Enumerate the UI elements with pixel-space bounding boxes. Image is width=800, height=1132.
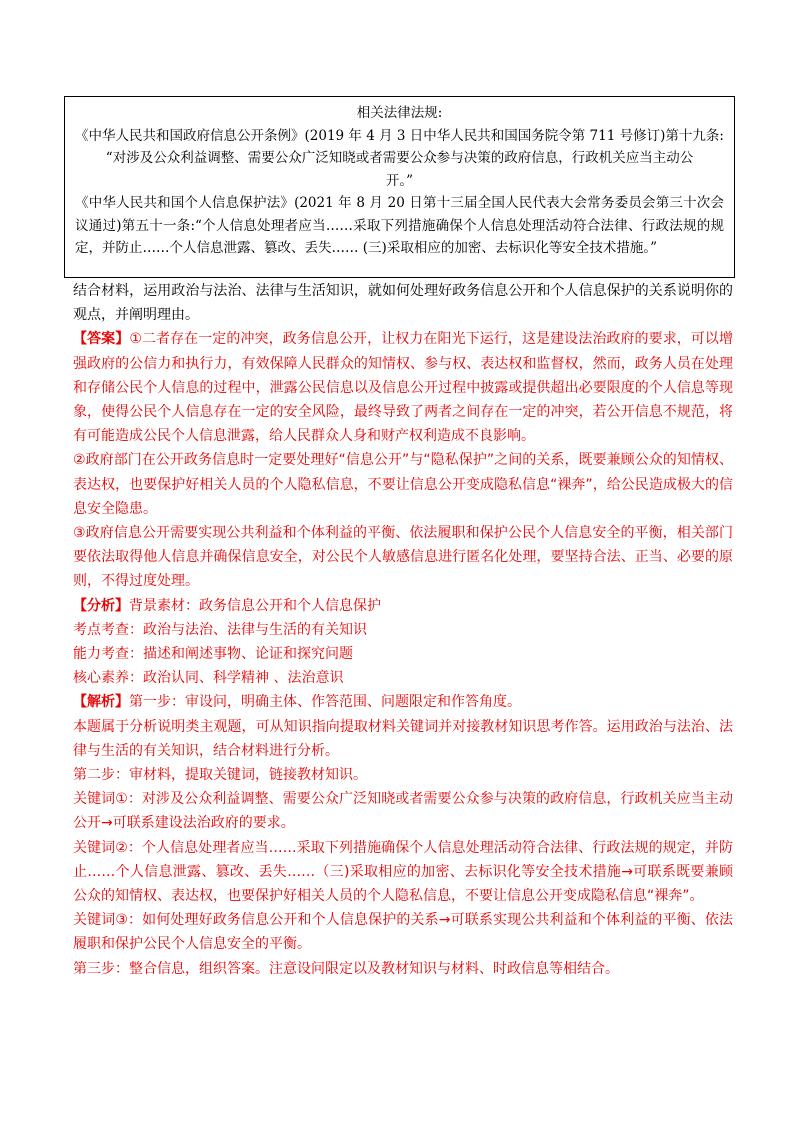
regulation-2-text: 《中华人民共和国个人信息保护法》(2021 年 8 月 20 日第十三届全国人民代表大会常务委员会第三十次会议通过)第五十一条:“个人信息处理者应当……采取下列措施确保个人信息处理活动符合法律、行政法规的规定，并防止……个人信息泄露、篡改、丢失…… (三)采取相应的加密、去标识化等安全技术措施。” xyxy=(75,195,724,256)
explanation-step-1 xyxy=(73,690,733,714)
explanation-step-2: 第二步：审材料，提取关键词，链接教材知识。 xyxy=(73,767,367,784)
answer-tag: 【答案】 xyxy=(73,331,130,348)
analysis-line-3: 能力考查：描述和阐述事物、论证和探究问题 xyxy=(73,646,353,663)
analysis-line-4: 核心素养：政治认同、科学精神 、法治意识 xyxy=(73,670,344,687)
regulation-1-quote-line-b: 开。” xyxy=(385,172,414,189)
regulation-1-quote xyxy=(75,147,724,192)
answer-point-1: ①二者存在一定的冲突，政务信息公开，让权力在阳光下运行，这是建设法治政府的要求，可以增强政府的公信力和执行力，有效保障人民群众的知情权、参与权、表达权和监督权，然而，政务人员在处理和存储公民个人信息的过程中，泄露公民信息以及信息公开过程中披露或提供超出必要限度的个人信息等现象，使得公民个人信息存在一定的安全风险，最终导致了两者之间存在一定的冲突，若公开信息不规范，将有可能造成公民个人信息泄露，给人民群众人身和财产权利造成不良影响。 xyxy=(73,331,733,445)
analysis-background: 背景素材：政务信息公开和个人信息保护 xyxy=(129,597,381,614)
law-box-title: 相关法律法规: xyxy=(356,105,443,121)
answer-paragraph-2: ②政府部门在公开政务信息时一定要处理好“信息公开”与“隐私保护”之间的关系，既要兼顾公众的知情权、表达权，也要保护好相关人员的个人隐私信息，不要让信息公开变成隐私信息“裸奔”，给公民造成极大的信息安全隐患。 xyxy=(73,452,733,517)
question-text: 结合材料，运用政治与法治、法律与生活知识，就如何处理好政务信息公开和个人信息保护的关系说明你的观点，并阐明理由。 xyxy=(73,283,733,324)
regulation-1-quote-line-a: “对涉及公众利益调整、需要公众广泛知晓或者需要公众参与决策的政府信息，行政机关应当主动公 xyxy=(105,150,694,166)
explanation-step-1-body: 本题属于分析说明类主观题，可从知识指向提取材料关键词并对接教材知识思考作答。运用政治与法治、法律与生活的有关知识，结合材料进行分析。 xyxy=(73,718,733,759)
explanation-step-3: 第三步：整合信息，组织答案。注意设问限定以及教材知识与材料、时政信息等相结合。 xyxy=(73,960,619,977)
regulation-1-citation: 《中华人民共和国政府信息公开条例》(2019 年 4 月 3 日中华人民共和国国务院令第 711 号修订)第十九条: xyxy=(75,127,724,144)
keyword-3: 关键词③：如何处理好政务信息公开和个人信息保护的关系→可联系实现公共利益和个体利益的平衡、依法履职和保护公民个人信息安全的平衡。 xyxy=(73,912,733,953)
answer-paragraph-1 xyxy=(73,327,733,448)
analysis-line-2: 考点考查：政治与法治、法律与生活的有关知识 xyxy=(73,621,367,638)
analysis-tag: 【分析】 xyxy=(73,597,129,614)
analysis-line-1 xyxy=(73,594,733,618)
keyword-1: 关键词①：对涉及公众利益调整、需要公众广泛知晓或者需要公众参与决策的政府信息，行政机关应当主动公开→可联系建设法治政府的要求。 xyxy=(73,791,733,832)
related-laws-box xyxy=(64,96,735,278)
keyword-2: 关键词②：个人信息处理者应当……采取下列措施确保个人信息处理活动符合法律、行政法规的规定，并防止……个人信息泄露、篡改、丢失……（三)采取相应的加密、去标识化等安全技术措施→可联系既要兼顾公众的知情权、表达权，也要保护好相关人员的个人隐私信息，不要让信息公开变成隐私信息“裸奔”。 xyxy=(73,839,733,905)
question-answer-body xyxy=(73,279,733,981)
explanation-step-1-text: 第一步：审设问，明确主体、作答范围、问题限定和作答角度。 xyxy=(129,694,521,711)
answer-paragraph-3: ③政府信息公开需要实现公共利益和个体利益的平衡、依法履职和保护公民个人信息安全的平衡，相关部门要依法取得他人信息并确保信息安全，对公民个人敏感信息进行匿名化处理，要坚持合法、正当、必要的原则，不得过度处理。 xyxy=(73,525,733,590)
explanation-tag: 【解析】 xyxy=(73,694,129,711)
